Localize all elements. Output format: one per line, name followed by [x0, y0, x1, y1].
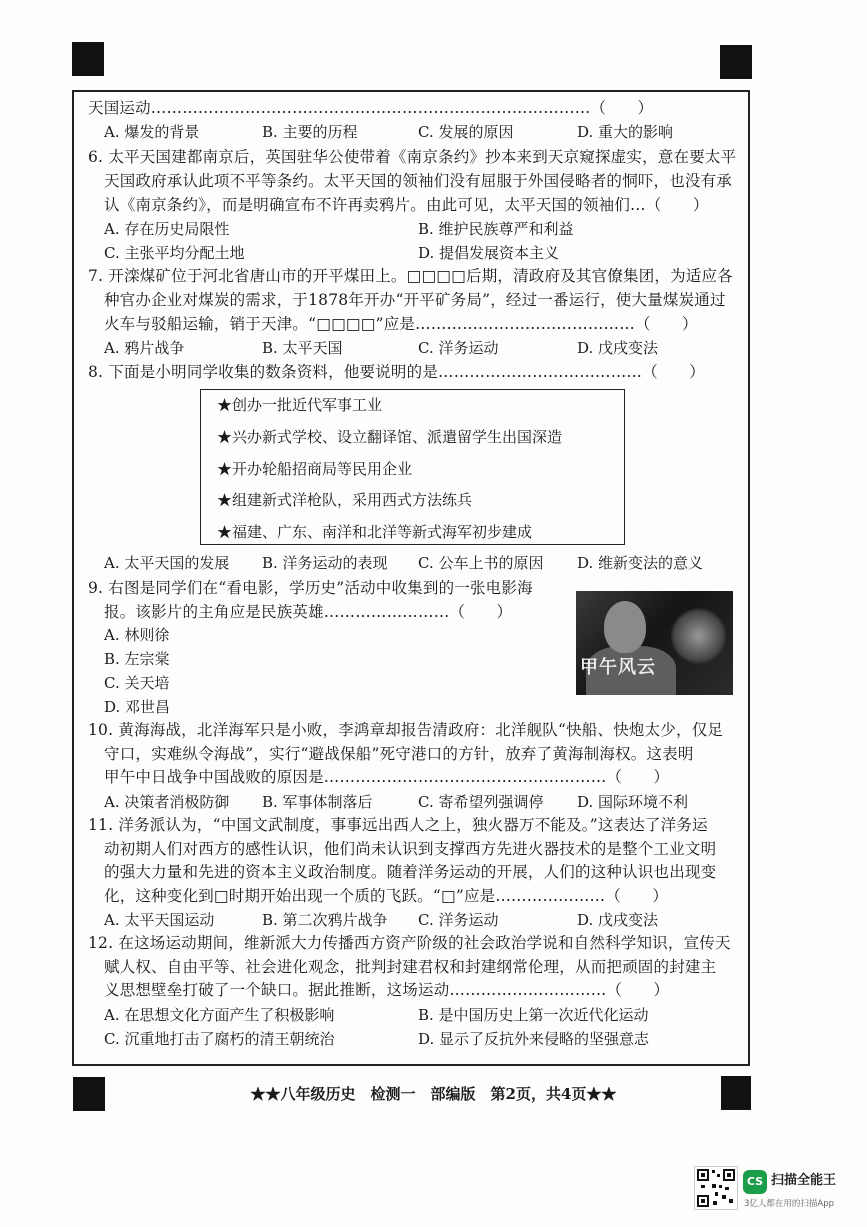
- q6-line-3: 认《南京条约》，而是明确宣布不许再卖鸦片。由此可见，太平天国的领袖们…（ ）: [104, 196, 709, 214]
- q6-option-b: B. 维护民族尊严和利益: [418, 220, 574, 238]
- q10-line-3: 甲午中日战争中国战败的原因是………………………………………………（ ）: [104, 768, 670, 786]
- q11-line-2: 动初期人们对西方的感性认识，他们尚未认识到支撑西方先进火器技术的是整个工业文明: [104, 840, 717, 858]
- q5-option-c: C. 发展的原因: [418, 123, 514, 141]
- q7-option-a: A. 鸦片战争: [104, 339, 185, 357]
- q8-material-item: ★福建、广东、南洋和北洋等新式海军初步建成: [217, 523, 533, 541]
- q5-option-d: D. 重大的影响: [577, 123, 674, 141]
- scanner-slogan: 3亿人都在用的扫描App: [744, 1199, 835, 1209]
- q9-line-1: 9. 右图是同学们在“看电影，学历史”活动中收集到的一张电影海: [88, 579, 533, 597]
- q7-option-c: C. 洋务运动: [418, 339, 499, 357]
- q12-line-1: 12. 在这场运动期间，维新派大力传播西方资产阶级的社会政治学说和自然科学知识，宣传天: [88, 934, 731, 952]
- q5-option-b: B. 主要的历程: [262, 123, 358, 141]
- q8-option-b: B. 洋务运动的表现: [262, 554, 388, 572]
- q8-stem: 8. 下面是小明同学收集的数条资料，他要说明的是…………………………………（ ）: [88, 363, 705, 381]
- q9-option-a: A. 林则徐: [104, 626, 170, 644]
- q12-option-b: B. 是中国历史上第一次近代化运动: [418, 1006, 649, 1024]
- scanner-app-name: 扫描全能王: [771, 1173, 837, 1188]
- q9-option-d: D. 邓世昌: [104, 698, 171, 716]
- q11-line-3: 的强大力量和先进的资本主义政治制度。随着洋务运动的开展，人们的这种认识也出现变: [104, 863, 717, 881]
- page-footer: ★★八年级历史 检测一 部编版 第2页，共4页★★: [250, 1085, 617, 1103]
- q9-option-b: B. 左宗棠: [104, 650, 170, 668]
- q11-line-4: 化，这种变化到□时期开始出现一个质的飞跃。“□”应是…………………（ ）: [104, 887, 669, 905]
- q10-option-c: C. 寄希望列强调停: [418, 793, 544, 811]
- q7-option-b: B. 太平天国: [262, 339, 343, 357]
- q11-option-d: D. 戊戌变法: [577, 911, 659, 929]
- q12-line-2: 赋人权、自由平等、社会进化观念，批判封建君权和封建纲常伦理，从而把顽固的封建主: [104, 958, 717, 976]
- q6-option-c: C. 主张平均分配土地: [104, 244, 245, 262]
- q11-option-c: C. 洋务运动: [418, 911, 499, 929]
- poster-figure-face: [604, 601, 646, 653]
- poster-smoke: [671, 606, 726, 666]
- q8-material-item: ★创办一批近代军事工业: [217, 396, 383, 414]
- q9-line-2: 报。该影片的主角应是民族英雄……………………（ ）: [104, 603, 513, 621]
- q10-line-2: 守口，实难纵令海战”，实行“避战保船”死守港口的方针，放弃了黄海制海权。这表明: [104, 745, 694, 763]
- q10-option-d: D. 国际环境不利: [577, 793, 689, 811]
- q11-option-a: A. 太平天国运动: [104, 911, 215, 929]
- q8-option-d: D. 维新变法的意义: [577, 554, 704, 572]
- registration-mark-top-left: [72, 42, 104, 76]
- q8-material-box: [200, 389, 625, 545]
- q6-option-a: A. 存在历史局限性: [104, 220, 230, 238]
- q6-option-d: D. 提倡发展资本主义: [418, 244, 560, 262]
- q10-option-a: A. 决策者消极防御: [104, 793, 230, 811]
- q10-option-b: B. 军事体制落后: [262, 793, 373, 811]
- q12-option-a: A. 在思想文化方面产生了积极影响: [104, 1006, 335, 1024]
- q7-option-d: D. 戊戌变法: [577, 339, 659, 357]
- q8-option-a: A. 太平天国的发展: [104, 554, 230, 572]
- q7-line-1: 7. 开滦煤矿位于河北省唐山市的开平煤田上。□□□□后期，清政府及其官僚集团，为适应各: [88, 267, 733, 285]
- poster-title: 甲午风云: [580, 657, 656, 678]
- registration-mark-top-right: [720, 45, 752, 79]
- q12-line-3: 义思想壁垒打破了一个缺口。据此推断，这场运动…………………………（ ）: [104, 981, 670, 999]
- q7-line-2: 种官办企业对煤炭的需求，于1878年开办“开平矿务局”，经过一番运行，使大量煤炭通过: [104, 291, 726, 309]
- qr-code-icon: [694, 1166, 738, 1210]
- q9-option-c: C. 关天培: [104, 674, 170, 692]
- camscanner-logo-icon: CS: [743, 1170, 767, 1194]
- q8-material-item: ★兴办新式学校、设立翻译馆、派遣留学生出国深造: [217, 428, 563, 446]
- q5-stem: 天国运动…………………………………………………………………………（ ）: [88, 99, 654, 117]
- q8-option-c: C. 公车上书的原因: [418, 554, 544, 572]
- q12-option-c: C. 沉重地打击了腐朽的清王朝统治: [104, 1030, 335, 1048]
- q6-line-1: 6. 太平天国建都南京后，英国驻华公使带着《南京条约》抄本来到天京窥探虚实，意在要太平: [88, 148, 737, 166]
- q6-line-2: 天国政府承认此项不平等条约。太平天国的领袖们没有屈服于外国侵略者的恫吓，也没有承: [104, 172, 733, 190]
- q7-line-3: 火车与驳船运输，销于天津。“□□□□”应是……………………………………（ ）: [104, 315, 698, 333]
- q8-material-item: ★组建新式洋枪队，采用西式方法练兵: [217, 491, 473, 509]
- movie-poster-image: [576, 591, 733, 695]
- q8-material-item: ★开办轮船招商局等民用企业: [217, 460, 413, 478]
- q11-line-1: 11. 洋务派认为，“中国文武制度，事事远出西人之上，独火器万不能及。”这表达了洋务运: [88, 816, 708, 834]
- q10-line-1: 10. 黄海海战，北洋海军只是小败，李鸿章却报告清政府：北洋舰队“快船、快炮太少，仅足: [88, 721, 724, 739]
- q5-option-a: A. 爆发的背景: [104, 123, 200, 141]
- q12-option-d: D. 显示了反抗外来侵略的坚强意志: [418, 1030, 650, 1048]
- q11-option-b: B. 第二次鸦片战争: [262, 911, 388, 929]
